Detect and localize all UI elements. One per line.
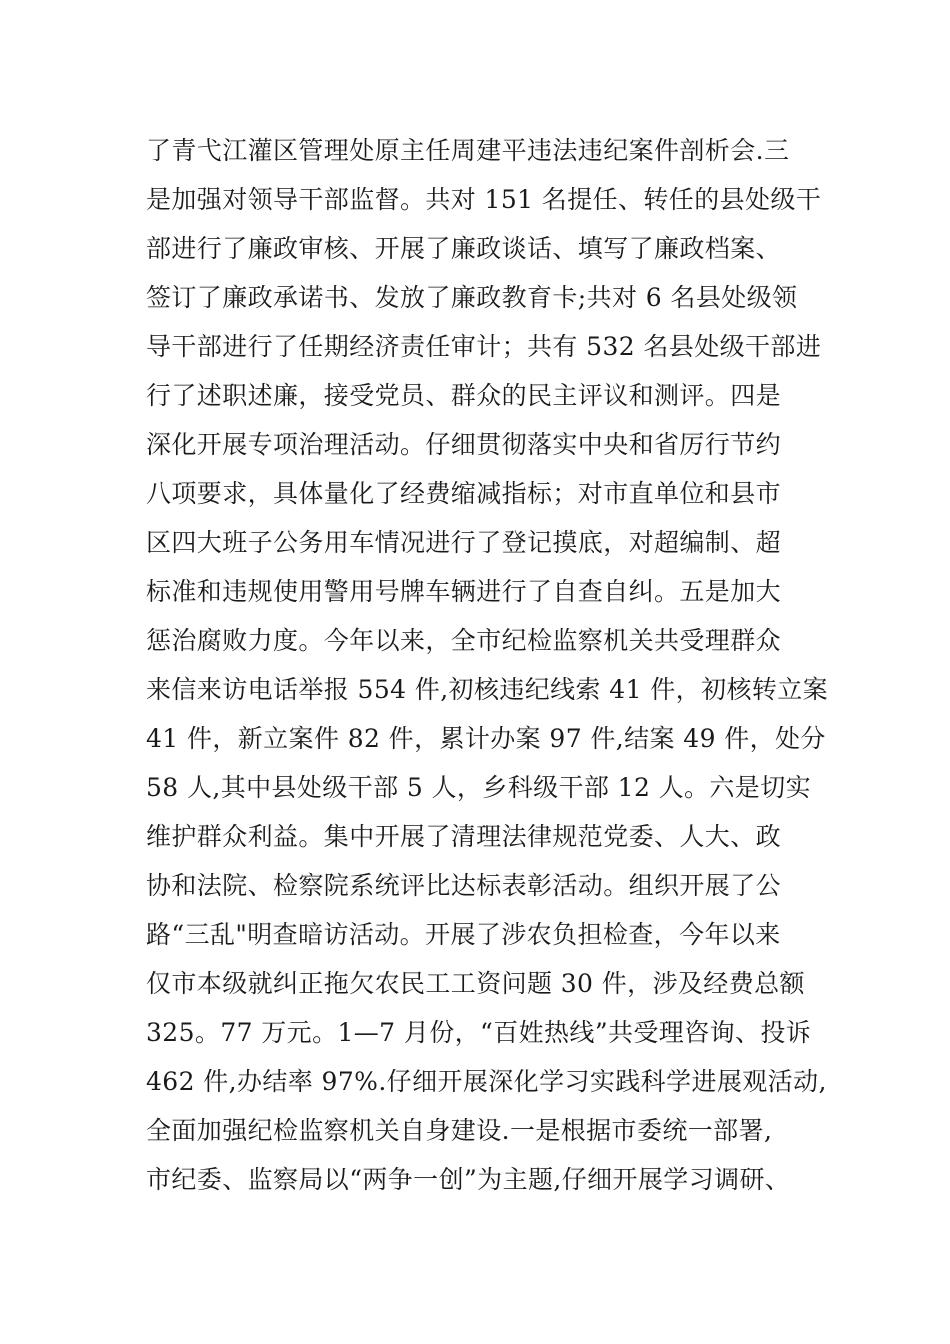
body-text (146, 126, 836, 1204)
text-line: 仅市本级就纠正拖欠农民工工资问题 30 件，涉及经费总额 (146, 969, 805, 998)
text-line: 深化开展专项治理活动。仔细贯彻落实中央和省厉行节约 (146, 430, 782, 459)
text-line: 签订了廉政承诺书、发放了廉政教育卡;共对 6 名县处级领 (146, 283, 798, 312)
text-line: 八项要求，具体量化了经费缩减指标；对市直单位和县市 (146, 479, 782, 508)
text-line: 部进行了廉政审核、开展了廉政谈话、填写了廉政档案、 (146, 234, 782, 263)
text-line: 市纪委、监察局以“两争一创”为主题,仔细开展学习调研、 (146, 1165, 791, 1194)
text-line: 导干部进行了任期经济责任审计；共有 532 名县处级干部进 (146, 332, 822, 361)
text-line: 全面加强纪检监察机关自身建设.一是根据市委统一部署, (146, 1116, 773, 1145)
text-line: 行了述职述廉，接受党员、群众的民主评议和测评。四是 (146, 381, 782, 410)
text-line: 路“三乱"明查暗访活动。开展了涉农负担检查，今年以来 (146, 920, 781, 949)
text-line: 是加强对领导干部监督。共对 151 名提任、转任的县处级干 (146, 185, 822, 214)
text-line: 区四大班子公务用车情况进行了登记摸底，对超编制、超 (146, 528, 782, 557)
text-line: 58 人,其中县处级干部 5 人，乡科级干部 12 人。六是切实 (146, 773, 812, 802)
text-line: 标准和违规使用警用号牌车辆进行了自查自纠。五是加大 (146, 577, 782, 606)
text-line: 维护群众利益。集中开展了清理法律规范党委、人大、政 (146, 822, 782, 851)
text-line: 41 件，新立案件 82 件，累计办案 97 件,结案 49 件，处分 (146, 724, 826, 753)
text-line: 了青弋江灌区管理处原主任周建平违法违纪案件剖析会.三 (146, 136, 790, 165)
text-line: 来信来访电话举报 554 件,初核违纪线索 41 件，初核转立案 (146, 675, 829, 704)
text-line: 325。77 万元。1—7 月份，“百姓热线”共受理咨询、投诉 (146, 1018, 812, 1047)
text-line: 协和法院、检察院系统评比达标表彰活动。组织开展了公 (146, 871, 782, 900)
text-line: 462 件,办结率 97%.仔细开展深化学习实践科学进展观活动, (146, 1067, 827, 1096)
text-line: 惩治腐败力度。今年以来，全市纪检监察机关共受理群众 (146, 626, 782, 655)
